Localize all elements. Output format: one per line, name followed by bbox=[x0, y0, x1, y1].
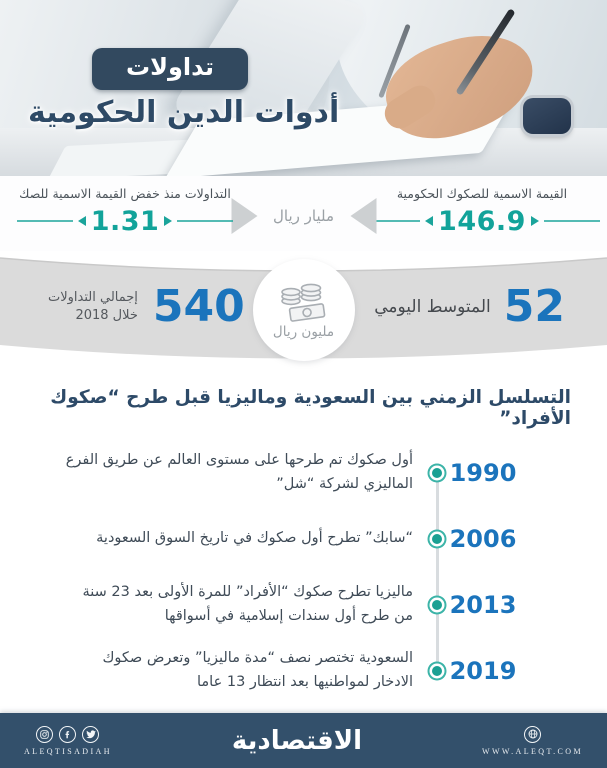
timeline-dot-col bbox=[427, 468, 447, 478]
arrow-left-icon bbox=[425, 216, 433, 226]
unit-center bbox=[231, 198, 376, 234]
stat-label: التداولات منذ خفض القيمة الاسمية للصك bbox=[19, 186, 231, 202]
timeline bbox=[0, 449, 607, 713]
brand-logo: الاقتصادية bbox=[231, 725, 363, 756]
stat-label: القيمة الاسمية للصكوك الحكومية bbox=[396, 186, 568, 202]
footer-website bbox=[482, 726, 583, 756]
timeline-item-2013 bbox=[0, 581, 607, 629]
globe-icon[interactable] bbox=[524, 726, 541, 743]
stats-band bbox=[0, 176, 607, 251]
stat-value-row bbox=[363, 206, 601, 237]
stat-total-trades bbox=[48, 281, 245, 333]
stat-nominal-value bbox=[363, 186, 601, 236]
decor-line bbox=[544, 220, 600, 222]
timeline-dot-icon bbox=[432, 534, 442, 544]
unit-label: مليون ريال bbox=[272, 323, 335, 340]
daily-average-band bbox=[0, 251, 607, 369]
photo-watch-shape bbox=[523, 98, 571, 134]
decor-line bbox=[177, 220, 233, 222]
timeline-year: 1990 bbox=[449, 459, 517, 488]
twitter-icon[interactable] bbox=[82, 726, 99, 743]
stat-value: 52 bbox=[503, 281, 565, 333]
timeline-dot-col bbox=[427, 534, 447, 544]
footer bbox=[0, 713, 607, 768]
timeline-item-2006 bbox=[0, 515, 607, 563]
timeline-text: ماليزيا تطرح صكوك “الأفراد” للمرة الأولى بعد 23 سنة من طرح أول سندات إسلامية في أسواقها bbox=[82, 584, 413, 625]
footer-social bbox=[24, 726, 112, 756]
arrow-left-icon bbox=[78, 216, 86, 226]
page-title: أدوات الدين الحكومية bbox=[28, 95, 340, 130]
title-badge: تداولات bbox=[92, 48, 248, 90]
timeline-dot-col bbox=[427, 666, 447, 676]
timeline-line bbox=[436, 479, 439, 669]
timeline-item-2019 bbox=[0, 647, 607, 695]
stat-daily-average bbox=[374, 281, 565, 333]
money-coins-icon bbox=[277, 281, 331, 323]
social-handle[interactable]: ALEQTISADIAH bbox=[24, 746, 112, 756]
timeline-text: السعودية تختصر نصف “مدة ماليزيا” وتعرض صكوك الادخار لمواطنيها بعد انتظار 13 عاما bbox=[102, 650, 413, 691]
instagram-icon[interactable] bbox=[36, 726, 53, 743]
stat-value: 1.31 bbox=[90, 205, 160, 237]
timeline-dot-icon bbox=[432, 468, 442, 478]
decor-line bbox=[17, 220, 73, 222]
unit-circle bbox=[253, 259, 355, 361]
timeline-dot-icon bbox=[432, 600, 442, 610]
triangle-left-icon bbox=[350, 198, 376, 234]
arrow-right-icon bbox=[164, 216, 172, 226]
timeline-item-1990 bbox=[0, 449, 607, 497]
timeline-heading: التسلسل الزمني بين السعودية وماليزيا قبل طرح “صكوك الأفراد” bbox=[50, 387, 571, 430]
unit-label: مليار ريال bbox=[273, 207, 334, 226]
arrow-right-icon bbox=[531, 216, 539, 226]
stat-value: 146.9 bbox=[438, 205, 526, 237]
timeline-year: 2006 bbox=[449, 525, 517, 554]
social-icons bbox=[36, 726, 99, 743]
timeline-dot-icon bbox=[432, 666, 442, 676]
timeline-dot-col bbox=[427, 600, 447, 610]
timeline-year: 2019 bbox=[449, 657, 517, 686]
stat-label: إجمالي التداولات خلال 2018 bbox=[48, 289, 138, 324]
website-url[interactable]: WWW.ALEQT.COM bbox=[482, 746, 583, 756]
timeline-year: 2013 bbox=[449, 591, 517, 620]
facebook-icon[interactable] bbox=[59, 726, 76, 743]
stat-value: 540 bbox=[152, 281, 245, 333]
stat-label: المتوسط اليومي bbox=[374, 297, 491, 318]
hero-photo bbox=[0, 0, 607, 176]
timeline-text: أول صكوك تم طرحها على مستوى العالم عن طريق الفرع الماليزي لشركة “شل” bbox=[65, 452, 413, 493]
timeline-text: “سابك” تطرح أول صكوك في تاريخ السوق السعودية bbox=[96, 530, 413, 547]
stat-trades-since-split bbox=[6, 186, 244, 236]
stat-value-row bbox=[6, 206, 244, 237]
